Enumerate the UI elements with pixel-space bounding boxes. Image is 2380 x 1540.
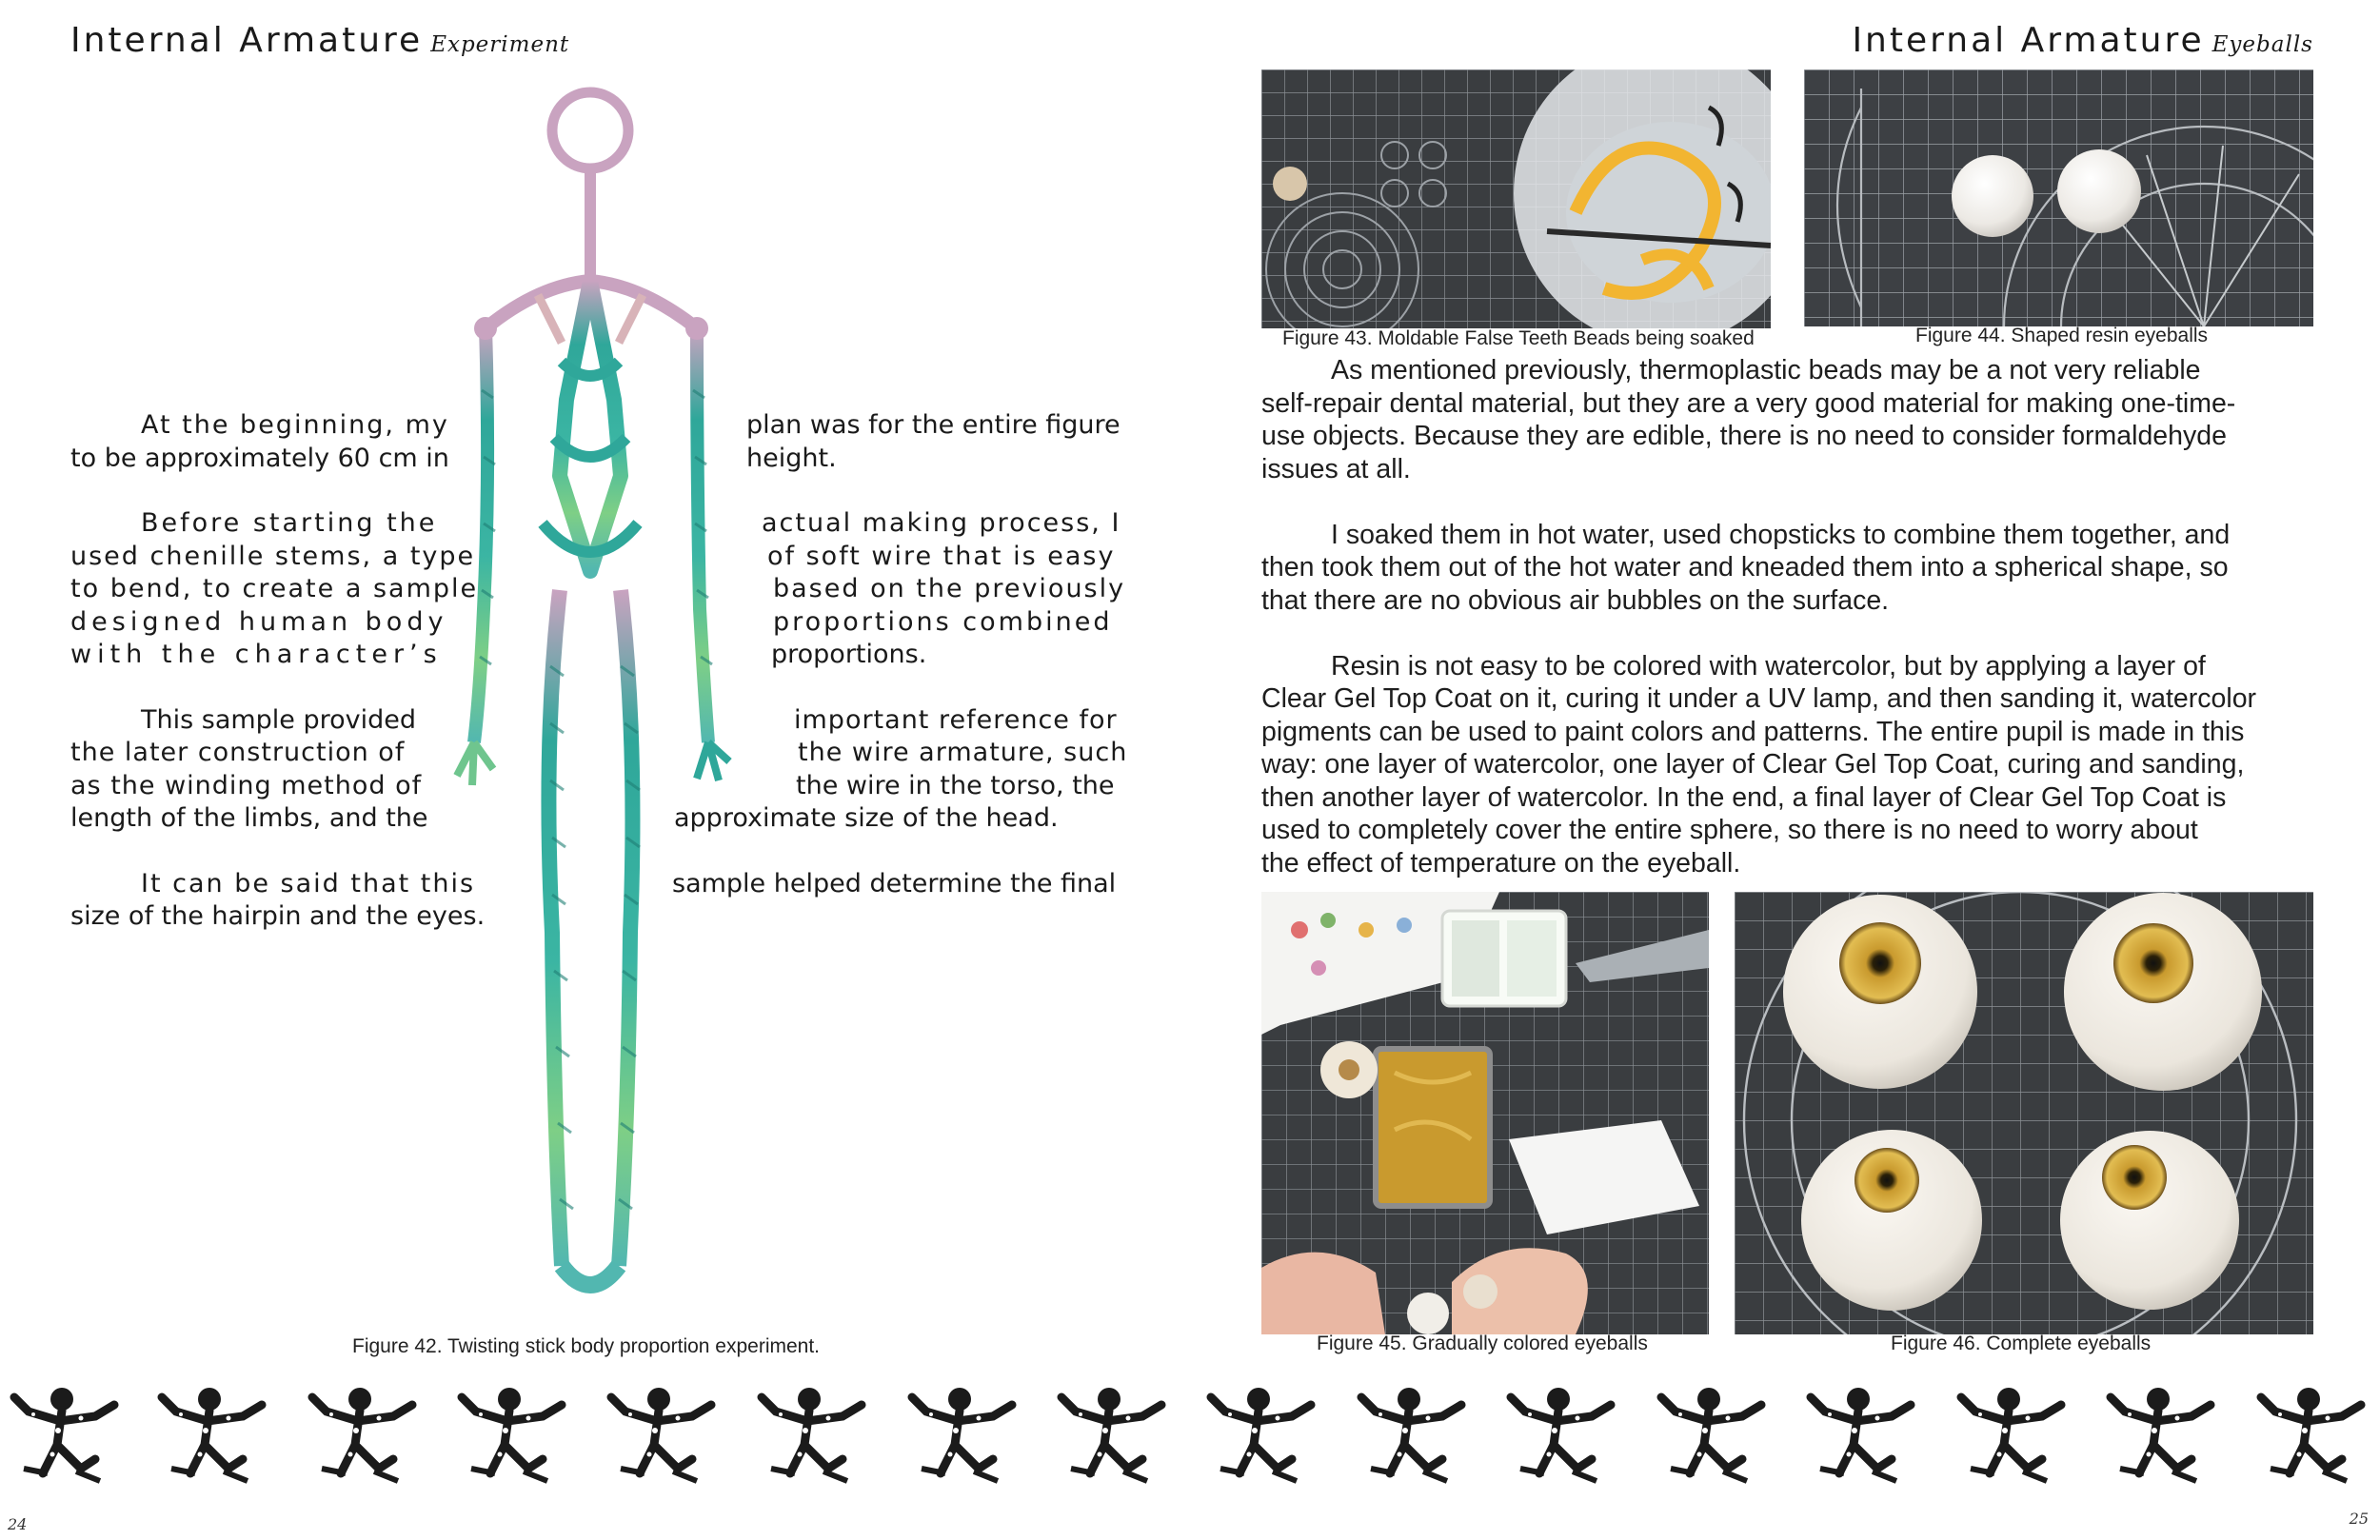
left-header-title: Internal Armature — [70, 21, 424, 60]
left-a-para-2 — [70, 507, 479, 672]
text-line: of soft wire that is easy — [767, 541, 1116, 571]
text-line: plan was for the entire figure — [746, 410, 1121, 440]
left-b-para-4 — [666, 868, 1123, 901]
text-line: size of the hairpin and the eyes. — [70, 901, 486, 931]
left-header — [70, 21, 569, 60]
text-line: to bend, to create a sample — [70, 574, 479, 603]
text-line: then took them out of the hot water and kneaded them into a spherical shape, so — [1261, 552, 2229, 582]
right-header — [1852, 21, 2313, 60]
right-para-3 — [1261, 650, 2313, 880]
figure-44-caption: Figure 44. Shaped resin eyeballs — [1915, 325, 2209, 346]
text-line: Resin is not easy to be colored with watercolor, but by applying a layer of — [1331, 650, 2206, 681]
right-header-subtitle: Eyeballs — [2211, 32, 2313, 57]
text-line: proportions. — [771, 640, 927, 669]
text-line: height. — [746, 443, 837, 473]
figure-44-photo — [1804, 69, 2313, 326]
left-text-column-b — [666, 409, 1128, 900]
figure-45-illustration — [1261, 892, 1709, 1334]
text-line: as the winding method of — [70, 770, 423, 800]
text-line: to be approximately 60 cm in — [70, 443, 449, 473]
text-line: based on the previously — [773, 574, 1126, 603]
text-line: sample helped determine the final — [672, 868, 1117, 898]
figure-45-photo — [1261, 892, 1709, 1334]
text-line: length of the limbs, and the — [70, 803, 428, 833]
text-line: Clear Gel Top Coat on it, curing it under a UV lamp, and then sanding it, watercolor — [1261, 683, 2257, 714]
text-line: proportions combined — [773, 606, 1113, 637]
left-text-column-a — [70, 409, 486, 934]
text-line: It can be said that this — [141, 868, 476, 898]
text-line: designed human body — [70, 606, 448, 637]
left-a-para-1 — [70, 409, 449, 475]
figure-42-caption: Figure 42. Twisting stick body proportion experiment. — [352, 1335, 821, 1357]
text-line: the wire in the torso, the — [796, 770, 1115, 800]
text-line: then another layer of watercolor. In the end, a final layer of Clear Gel Top Coat is — [1261, 781, 2227, 813]
figure-43-caption: Figure 43. Moldable False Teeth Beads being soaked — [1282, 327, 1755, 349]
figure-46-caption: Figure 46. Complete eyeballs — [1891, 1333, 2152, 1354]
text-line: pigments can be used to paint colors and patterns. The entire pupil is made in this — [1261, 716, 2245, 747]
left-header-subtitle: Experiment — [430, 32, 570, 57]
text-line: actual making process, I — [762, 508, 1121, 538]
text-line: At the beginning, my — [141, 410, 449, 440]
decorative-figures-strip — [0, 1371, 2380, 1485]
text-line: used chenille stems, a type — [70, 541, 476, 571]
figure-45-caption: Figure 45. Gradually colored eyeballs — [1317, 1333, 1648, 1354]
left-page-number: 24 — [8, 1515, 28, 1533]
text-line: the later construction of — [70, 738, 406, 767]
left-b-para-3 — [666, 704, 1128, 836]
text-line: As mentioned previously, thermoplastic beads may be a not very reliable — [1331, 355, 2201, 385]
text-line: the effect of temperature on the eyeball. — [1261, 847, 1741, 879]
text-line: issues at all. — [1261, 453, 1411, 484]
figure-43-photo — [1261, 69, 1771, 328]
figure-43-illustration — [1261, 69, 1771, 328]
text-line: This sample provided — [141, 704, 417, 735]
figure-44-illustration — [1804, 69, 2313, 326]
figure-46-photo — [1735, 892, 2313, 1334]
left-a-para-3 — [70, 704, 442, 836]
left-b-para-1 — [666, 409, 1123, 475]
left-a-para-4 — [70, 868, 486, 934]
text-line: with the character’s — [70, 640, 443, 669]
text-line: use objects. Because they are edible, there is no need to consider formaldehyde — [1261, 421, 2227, 451]
text-line: I soaked them in hot water, used chopsticks to combine them together, and — [1331, 519, 2231, 550]
text-line: Before starting the — [141, 508, 438, 538]
text-line: that there are no obvious air bubbles on the surface. — [1261, 584, 1890, 616]
right-para-2 — [1261, 519, 2313, 618]
right-para-1 — [1261, 354, 2313, 485]
right-body-text — [1261, 354, 2313, 879]
left-b-para-2 — [666, 507, 1126, 672]
right-header-title: Internal Armature — [1852, 21, 2205, 60]
figure-46-illustration — [1735, 892, 2313, 1334]
text-line: important reference for — [794, 704, 1118, 735]
text-line: used to completely cover the entire sphere, so there is no need to worry about — [1261, 815, 2198, 845]
text-line: approximate size of the head. — [674, 803, 1059, 833]
text-line: way: one layer of watercolor, one layer of Clear Gel Top Coat, curing and sanding, — [1261, 749, 2245, 780]
text-line: the wire armature, such — [798, 738, 1128, 767]
right-page-number: 25 — [2349, 1510, 2369, 1528]
text-line: self-repair dental material, but they are a very good material for making one-time- — [1261, 387, 2236, 419]
